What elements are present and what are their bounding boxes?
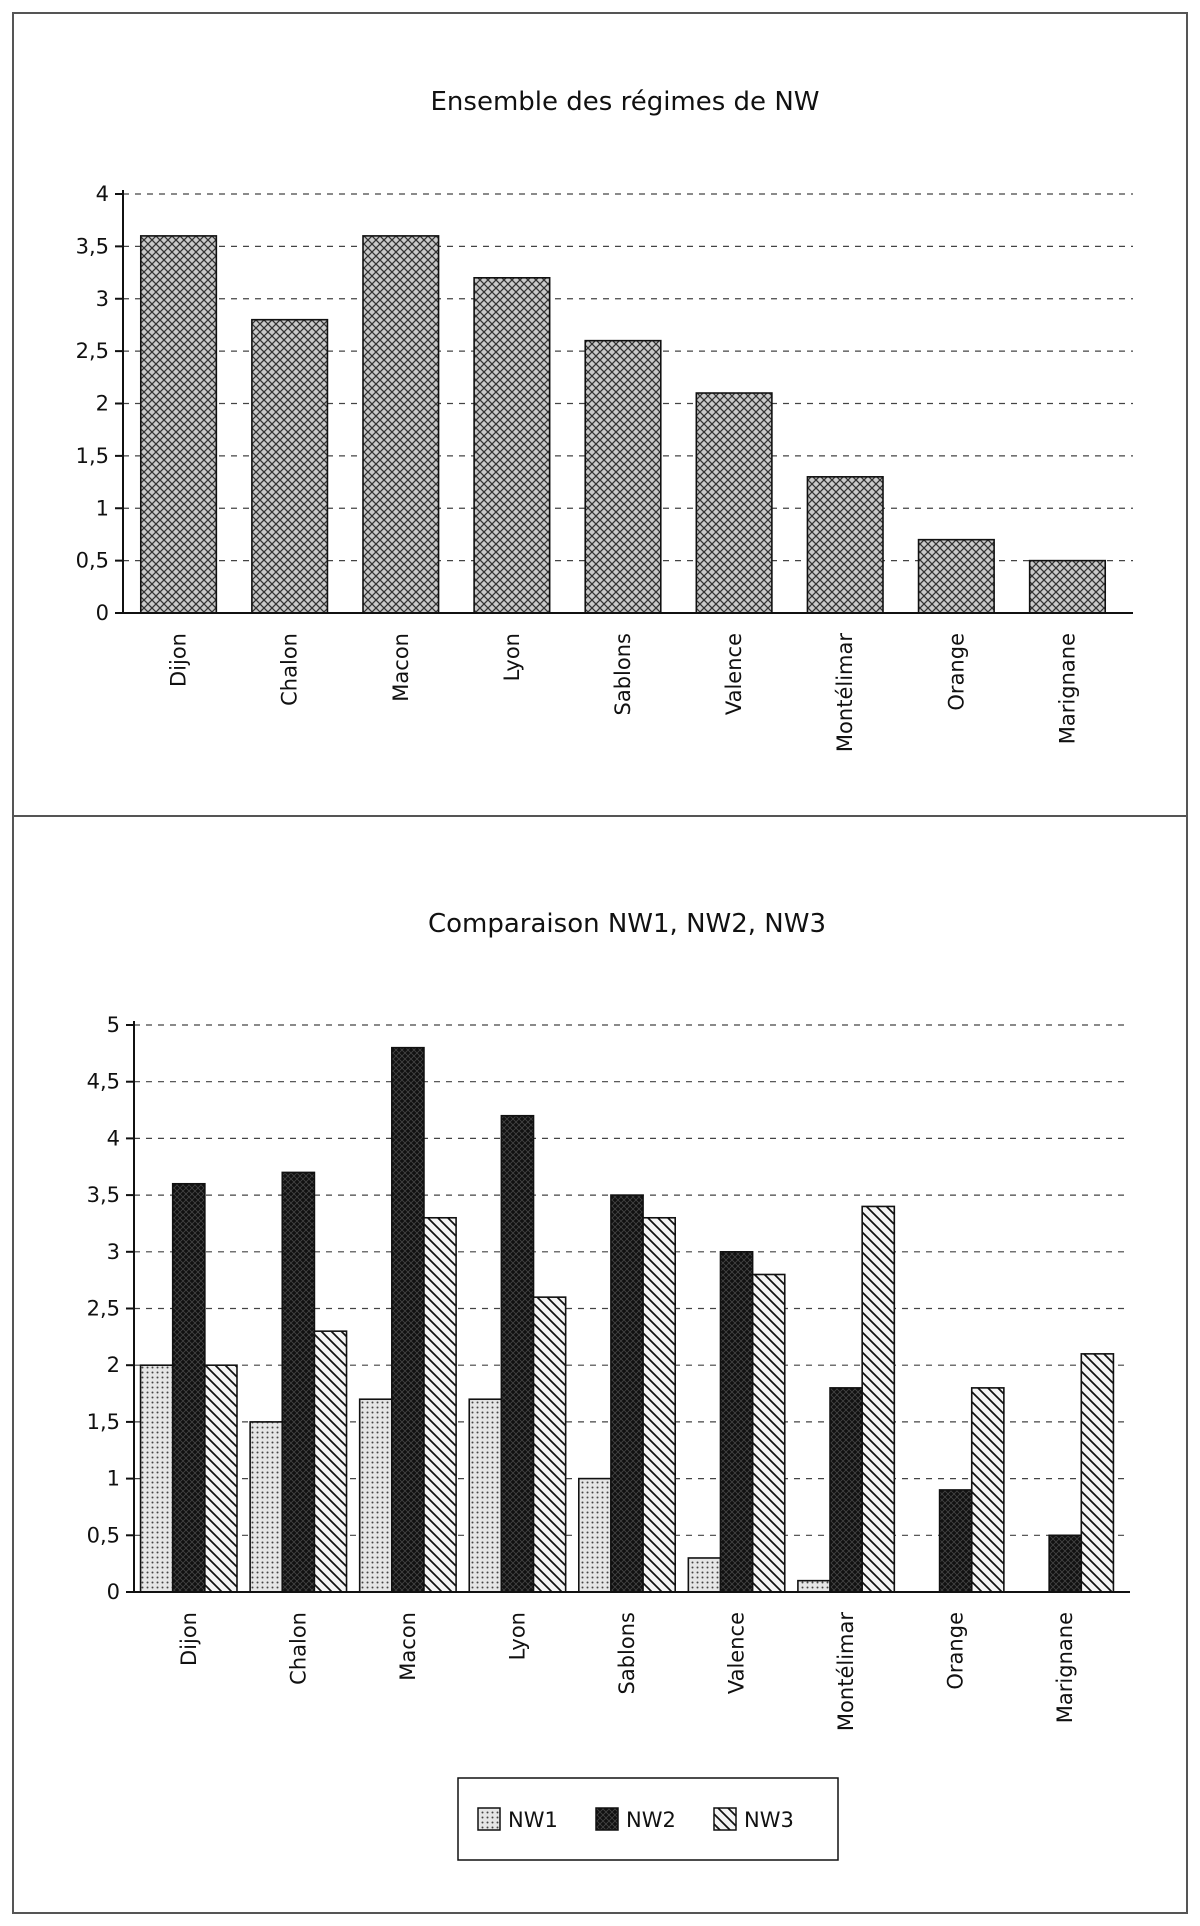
chart2-category-labels [177, 1612, 1077, 1731]
x-tick-label-chalon: Chalon [286, 1612, 311, 1685]
x-tick-label-macon: Macon [395, 1612, 420, 1681]
chart1-y-tick-label: 0,5 [75, 548, 109, 573]
bar-nw2-marignane [1049, 1535, 1081, 1592]
chart1-y-tick-labels [76, 182, 109, 625]
chart2-y-tick-label: 4,5 [86, 1069, 120, 1094]
chart2-y-tick-label: 3 [106, 1239, 120, 1264]
bar-nw3-orange [972, 1388, 1004, 1592]
bar-nw1-montelimar [798, 1581, 830, 1592]
x-tick-label-chalon: Chalon [277, 633, 302, 706]
bar-nw1-macon [360, 1399, 392, 1592]
bar-nw-chalon [252, 320, 328, 613]
chart-comparaison-nw [87, 909, 1130, 1860]
chart2-y-tick-label: 0 [106, 1580, 120, 1604]
bar-nw-montelimar [807, 477, 883, 613]
bar-nw-valence [696, 393, 772, 613]
chart2-legend [458, 1778, 838, 1860]
bar-nw1-valence [688, 1558, 720, 1592]
bar-nw1-dijon [141, 1365, 173, 1592]
chart2-y-tick-label: 1 [106, 1466, 120, 1491]
chart2-bars [141, 1048, 1114, 1592]
x-tick-label-macon: Macon [388, 633, 413, 702]
x-tick-label-marignane: Marignane [1055, 633, 1080, 745]
x-tick-label-sablons: Sablons [615, 1612, 639, 1695]
legend-label-nw2: NW2 [626, 1808, 676, 1832]
chart1-y-tick-label: 4 [95, 182, 109, 206]
x-tick-label-lyon: Lyon [499, 633, 524, 682]
chart1-y-tick-label: 2 [95, 391, 109, 416]
legend-label-nw3: NW3 [744, 1808, 794, 1832]
chart2-y-tick-label: 3,5 [86, 1183, 120, 1208]
bar-nw2-orange [940, 1490, 972, 1592]
bar-nw3-dijon [205, 1365, 237, 1592]
bar-nw1-chalon [250, 1422, 282, 1592]
chart1-category-labels [167, 633, 1080, 752]
bar-nw2-macon [392, 1048, 424, 1592]
x-tick-label-montelimar: Montélimar [833, 633, 858, 753]
bar-nw1-sablons [579, 1479, 611, 1592]
x-tick-label-valence: Valence [722, 633, 747, 716]
chart-ensemble-regimes [76, 87, 1133, 752]
bar-nw3-montelimar [862, 1206, 894, 1592]
legend-swatch-nw1 [478, 1808, 500, 1830]
chart2-y-tick-label: 5 [106, 1013, 120, 1037]
bar-nw-lyon [474, 278, 550, 613]
legend-label-nw1: NW1 [508, 1808, 558, 1832]
bar-nw3-sablons [643, 1218, 675, 1592]
chart2-y-tick-label: 4 [106, 1126, 120, 1151]
x-tick-label-dijon: Dijon [166, 633, 191, 687]
x-tick-label-montelimar: Montélimar [834, 1612, 859, 1732]
bar-nw-dijon [141, 236, 217, 613]
chart1-bars [141, 236, 1105, 613]
x-tick-label-valence: Valence [724, 1612, 749, 1695]
bar-nw2-lyon [501, 1116, 533, 1592]
bar-nw-macon [363, 236, 439, 613]
x-tick-label-orange: Orange [943, 1612, 968, 1690]
bar-nw2-dijon [173, 1184, 205, 1592]
bar-nw2-chalon [282, 1172, 314, 1592]
chart1-y-tick-label: 1,5 [75, 443, 109, 468]
bar-nw3-lyon [534, 1297, 566, 1592]
x-tick-label-sablons: Sablons [611, 633, 635, 716]
x-tick-label-lyon: Lyon [505, 1612, 530, 1661]
x-tick-label-dijon: Dijon [176, 1612, 201, 1666]
bar-nw3-marignane [1081, 1354, 1113, 1592]
bar-nw1-lyon [469, 1399, 501, 1592]
bar-nw-orange [919, 540, 995, 613]
bar-nw-marignane [1030, 561, 1106, 613]
chart2-y-tick-label: 1,5 [86, 1409, 120, 1434]
bar-nw3-valence [753, 1274, 785, 1592]
bar-nw2-valence [720, 1252, 752, 1592]
chart2-y-tick-label: 2,5 [86, 1296, 120, 1321]
chart2-title: Comparaison NW1, NW2, NW3 [427, 909, 827, 939]
chart1-y-tick-label: 2,5 [75, 339, 109, 364]
bar-nw3-macon [424, 1218, 456, 1592]
chart1-y-tick-label: 3,5 [75, 234, 109, 259]
bar-nw2-montelimar [830, 1388, 862, 1592]
chart2-y-tick-labels [87, 1013, 120, 1604]
bar-nw2-sablons [611, 1195, 643, 1592]
chart2-y-tick-label: 2 [106, 1353, 120, 1378]
chart1-y-tick-label: 0 [95, 601, 109, 625]
bar-nw3-chalon [314, 1331, 346, 1592]
chart1-y-tick-label: 1 [95, 496, 109, 521]
x-tick-label-orange: Orange [944, 632, 969, 711]
chart2-y-tick-label: 0,5 [86, 1523, 120, 1548]
x-tick-label-marignane: Marignane [1053, 1612, 1078, 1724]
legend-swatch-nw2 [596, 1808, 618, 1830]
chart1-title: Ensemble des régimes de NW [430, 87, 820, 117]
bar-nw-sablons [585, 341, 661, 613]
legend-swatch-nw3 [714, 1808, 736, 1830]
chart1-y-tick-label: 3 [95, 286, 109, 311]
